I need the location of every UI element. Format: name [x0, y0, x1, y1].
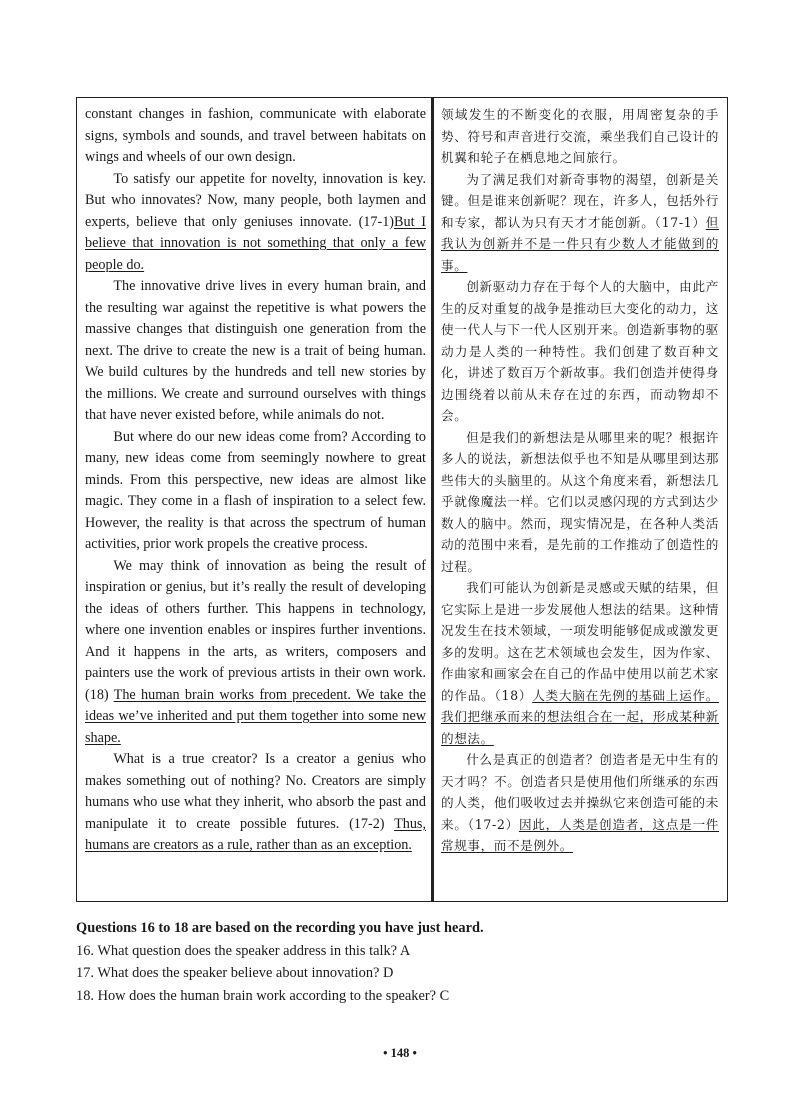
- english-answer-17-1: But I believe that innovation is not something that only a few people do.: [85, 213, 426, 273]
- chinese-column: [433, 98, 727, 901]
- chinese-paragraph-2-text: 为了满足我们对新奇事物的渴望，创新是关键。但是谁来创新呢？现在，许多人，包括外行和专家，都认为只有天才才能创新。（17-1）: [441, 171, 719, 230]
- english-paragraph-1: constant changes in fashion, communicate with elaborate signs, symbols and sounds, and travel between habitats on wings and wheels of our own design.: [85, 106, 426, 165]
- english-paragraph-5-text: We may think of innovation as being the result of inspiration or genius, but it’s really the result of developing the ideas of others further. This happens in technology, where one invention enables or inspires further inventions. And it happens in the arts, as writers, composers and painters use the work of previous artists in their own work. (18): [85, 557, 426, 703]
- chinese-answer-17-2: 因此，人类是创造者，这点是一件常规事，而不是例外。: [441, 816, 719, 853]
- chinese-paragraph-1: 领域发生的不断变化的衣服，用周密复杂的手势、符号和声音进行交流，乘坐我们自己设计的机翼和轮子在栖息地之间旅行。: [441, 107, 719, 165]
- chinese-paragraph-2: [441, 169, 719, 277]
- questions-heading: Questions 16 to 18 are based on the recording you have just heard.: [76, 920, 484, 936]
- page-number: • 148 •: [383, 1046, 417, 1060]
- english-paragraph-5: [85, 556, 426, 750]
- english-paragraph-2-text: To satisfy our appetite for novelty, innovation is key. But who innovates? Now, many people, both laymen and experts, believe that only geniuses innovate. (17-1): [85, 170, 426, 230]
- english-paragraph-6: [85, 749, 426, 857]
- chinese-paragraph-5-text: 我们可能认为创新是灵感或天赋的结果，但它实际上是进一步发展他人想法的结果。这种情况发生在技术领域，一项发明能够促成或激发更多的发明。这在艺术领域也会发生，因为作家、作曲家和画家会在自己的作品中使用以前艺术家的作品。（18）: [441, 580, 719, 703]
- question-18: 18. How does the human brain work according to the speaker? C: [76, 987, 450, 1004]
- chinese-answer-18: 人类大脑在先例的基础上运作。我们把继承而来的想法组合在一起，形成某种新的想法。: [441, 687, 719, 746]
- english-paragraph-2: [85, 169, 426, 277]
- column-divider: [431, 98, 434, 901]
- english-column: [77, 98, 433, 901]
- chinese-paragraph-6-text: 什么是真正的创造者？创造者是无中生有的天才吗？不。创造者只是使用他们所继承的东西的人类，他们吸收过去并操纵它来创造可能的未来。（17-2）: [441, 752, 719, 832]
- english-paragraph-6-text: What is a true creator? Is a creator a genius who makes something out of nothing? No. Creators are simply humans who use what they inherit, who absorb the past and manipulate it to create possible futures. (17-2): [85, 751, 426, 832]
- english-answer-17-2: Thus, humans are creators as a rule, rather than as an exception.: [85, 815, 426, 853]
- english-answer-18: The human brain works from precedent. We take the ideas we’ve inherited and put them together into some new shape.: [85, 686, 426, 746]
- bilingual-transcript-table: [76, 97, 728, 902]
- question-16: 16. What question does the speaker address in this talk? A: [76, 942, 411, 959]
- question-17: 17. What does the speaker believe about innovation? D: [76, 965, 394, 981]
- chinese-answer-17-1: 但我认为创新并不是一件只有少数人才能做到的事。: [441, 214, 719, 273]
- english-paragraph-3: The innovative drive lives in every human brain, and the resulting war against the repetitive is what powers the massive changes that distinguish one generation from the next. The drive to create the new is a trait of being human. We build cultures by the hundreds and tell new stories by the millions. We create and surround ourselves with things that have never existed before, while animals do not.: [85, 278, 426, 423]
- questions-section: [76, 917, 736, 1007]
- chinese-paragraph-6: [441, 749, 719, 857]
- english-paragraph-4: But where do our new ideas come from? According to many, new ideas come from seemingly nowhere to great minds. From this perspective, new ideas are almost like magic. They come in a flash of inspiration to a select few. However, the reality is that across the spectrum of human activities, prior work propels the creative process.: [85, 428, 426, 552]
- chinese-paragraph-5: [441, 577, 719, 749]
- chinese-paragraph-3: 创新驱动力存在于每个人的大脑中，由此产生的反对重复的战争是推动巨大变化的动力，这使一代人与下一代人区别开来。创造新事物的驱动力是人类的一种特性。我们创建了数百种文化，讲述了数百万个新故事。我们创造并使得身边围绕着以前从未存在过的东西，而动物却不会。: [441, 279, 719, 423]
- chinese-paragraph-4: 但是我们的新想法是从哪里来的呢？根据许多人的说法，新想法似乎也不知是从哪里到达那些伟大的头脑里的。从这个角度来看，新想法几乎就像魔法一样。它们以灵感闪现的方式到达少数人的脑中。然而，现实情况是，在各种人类活动的范围中来看，是先前的工作推动了创造性的过程。: [441, 429, 719, 574]
